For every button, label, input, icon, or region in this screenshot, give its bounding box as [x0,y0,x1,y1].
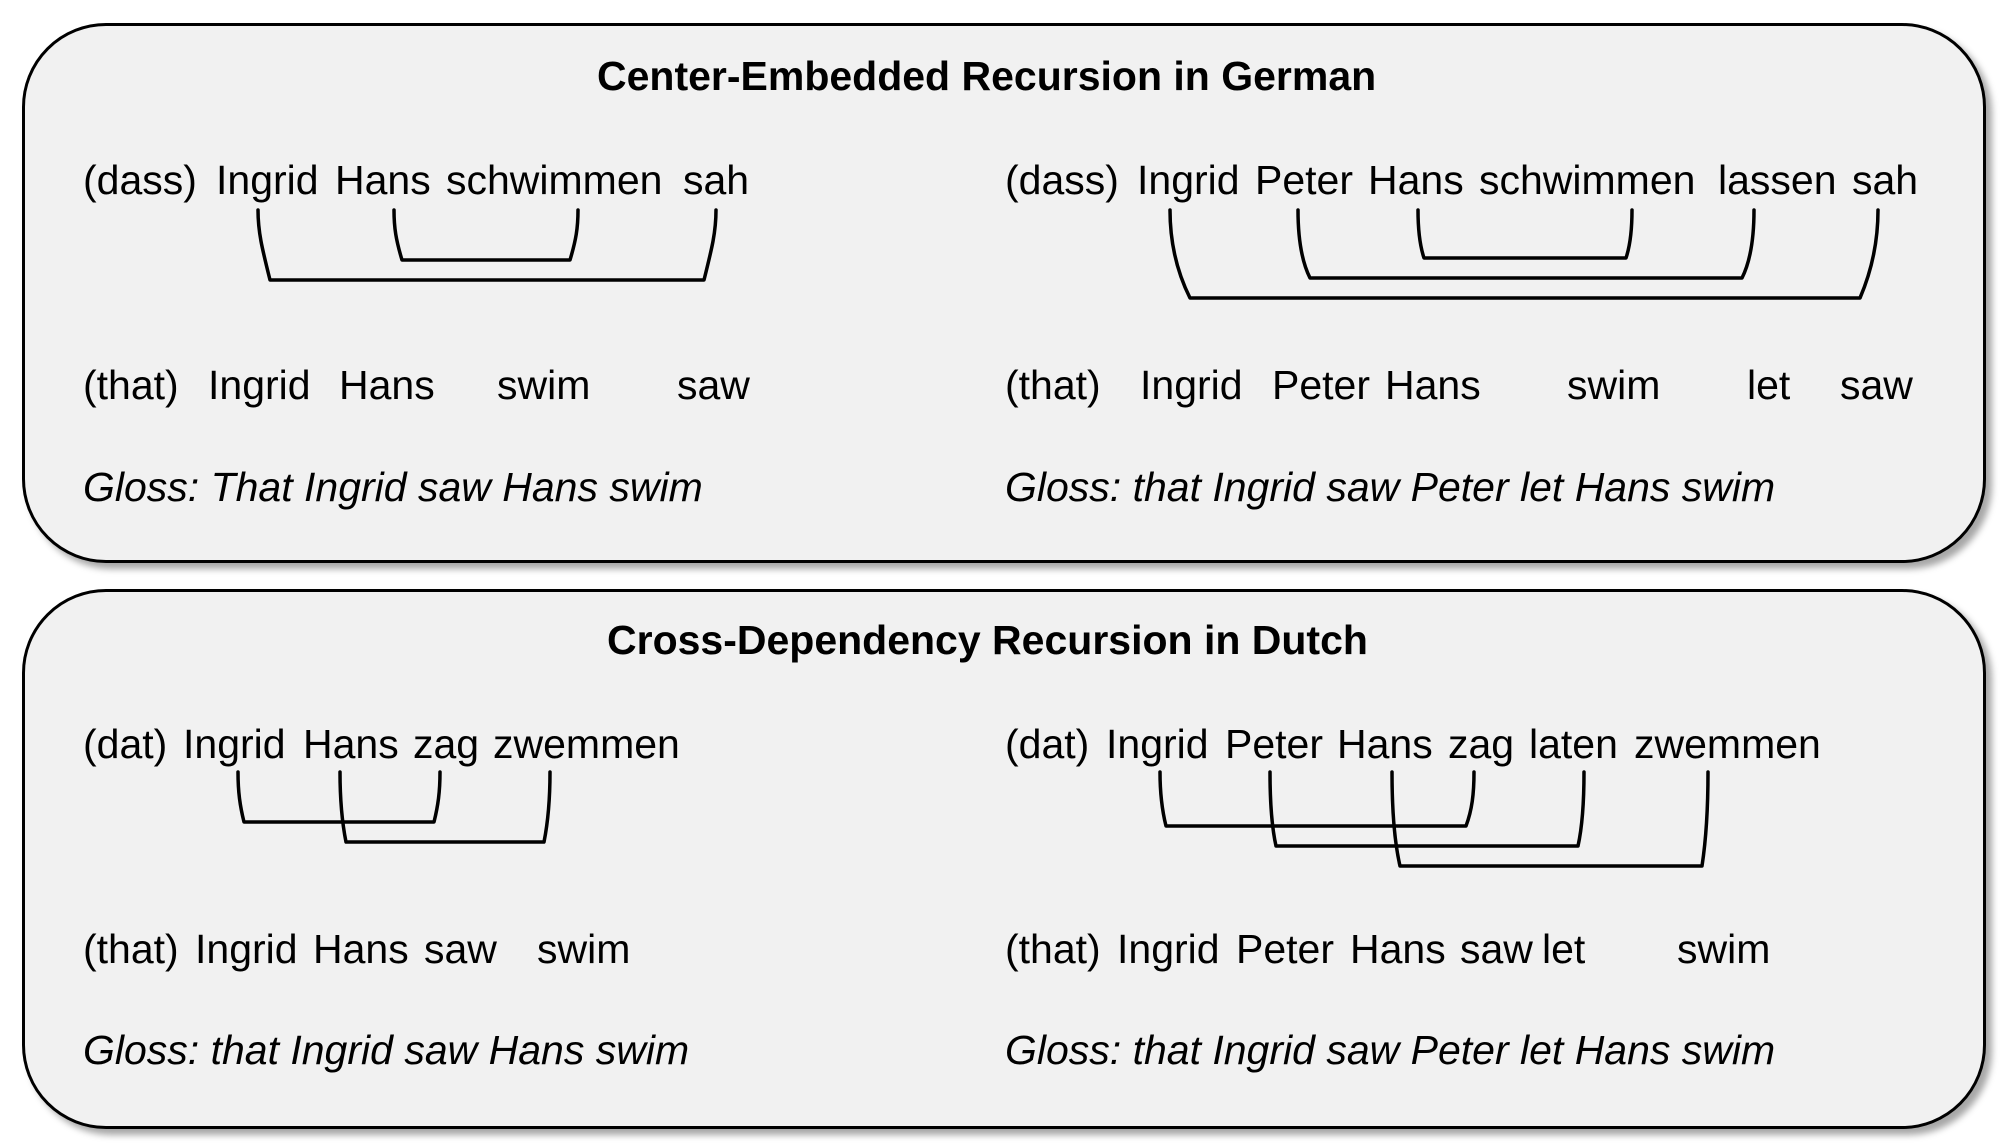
german-right-trans-saw: saw [1840,362,1913,408]
dutch-left-trans-saw: saw [424,926,497,972]
german-left-trans-saw: saw [677,362,750,408]
bracket-peter-lassen [1298,210,1754,278]
dutch-right-word-hans: Hans [1337,721,1433,767]
bracket-hans-schwimmen [394,210,578,260]
german-left-word-dass: (dass) [83,157,197,203]
german-right-trans-that: (that) [1005,362,1101,408]
bracket-hans-schwimmen-right [1418,210,1632,258]
german-right-word-peter: Peter [1255,157,1353,203]
german-left-trans-ingrid: Ingrid [208,362,311,408]
dutch-right-trans-swim: swim [1677,926,1771,972]
dutch-left-word-ingrid: Ingrid [183,721,286,767]
dutch-left-word-dat: (dat) [83,721,168,767]
bracket-ingrid-zag-right [1160,772,1474,826]
german-right-trans-let: let [1747,362,1791,408]
dutch-right-trans-hans: Hans [1350,926,1446,972]
dutch-right-trans-peter: Peter [1236,926,1334,972]
dutch-left-gloss: Gloss: that Ingrid saw Hans swim [83,1027,690,1073]
german-right-trans-hans: Hans [1385,362,1481,408]
german-right-word-lassen: lassen [1718,157,1837,203]
dutch-right-word-zag: zag [1448,721,1515,767]
dutch-right-trans-let: let [1542,926,1586,972]
dutch-left-word-zwemmen: zwemmen [493,721,680,767]
german-left-word-ingrid: Ingrid [216,157,319,203]
dutch-left-word-hans: Hans [303,721,399,767]
german-left-trans-that: (that) [83,362,179,408]
german-right-word-hans: Hans [1368,157,1464,203]
dutch-left-word-zag: zag [413,721,480,767]
german-right-word-sah: sah [1852,157,1919,203]
german-right-trans-ingrid: Ingrid [1140,362,1243,408]
german-title: Center-Embedded Recursion in German [597,53,1377,99]
dutch-right-trans-saw: saw [1460,926,1533,972]
german-left-word-hans: Hans [335,157,431,203]
dutch-left-trans-swim: swim [537,926,631,972]
german-right-word-schwimmen: schwimmen [1479,157,1696,203]
bracket-ingrid-sah [258,210,716,280]
german-left-word-sah: sah [683,157,750,203]
german-right-gloss: Gloss: that Ingrid saw Peter let Hans swim [1005,464,1776,510]
bracket-hans-zwemmen-right [1392,772,1708,866]
german-right-word-dass: (dass) [1005,157,1119,203]
dutch-right-gloss: Gloss: that Ingrid saw Peter let Hans swim [1005,1027,1776,1073]
bracket-hans-zwemmen [340,772,550,842]
dutch-right-word-peter: Peter [1225,721,1323,767]
dutch-right-word-ingrid: Ingrid [1106,721,1209,767]
dutch-left-trans-that: (that) [83,926,179,972]
dutch-right-trans-ingrid: Ingrid [1117,926,1220,972]
dutch-title: Cross-Dependency Recursion in Dutch [607,617,1368,663]
german-right-trans-swim: swim [1567,362,1661,408]
german-left-trans-swim: swim [497,362,591,408]
german-left-gloss: Gloss: That Ingrid saw Hans swim [83,464,703,510]
bracket-ingrid-sah-right [1170,210,1878,298]
dutch-right-word-dat: (dat) [1005,721,1090,767]
bracket-peter-laten [1270,772,1584,846]
german-right-trans-peter: Peter [1272,362,1370,408]
dutch-left-trans-hans: Hans [313,926,409,972]
german-left-word-schwimmen: schwimmen [446,157,663,203]
german-left-trans-hans: Hans [339,362,435,408]
dutch-right-word-laten: laten [1529,721,1618,767]
german-right-word-ingrid: Ingrid [1137,157,1240,203]
dutch-right-word-zwemmen: zwemmen [1634,721,1821,767]
dutch-right-trans-that: (that) [1005,926,1101,972]
dutch-left-trans-ingrid: Ingrid [195,926,298,972]
